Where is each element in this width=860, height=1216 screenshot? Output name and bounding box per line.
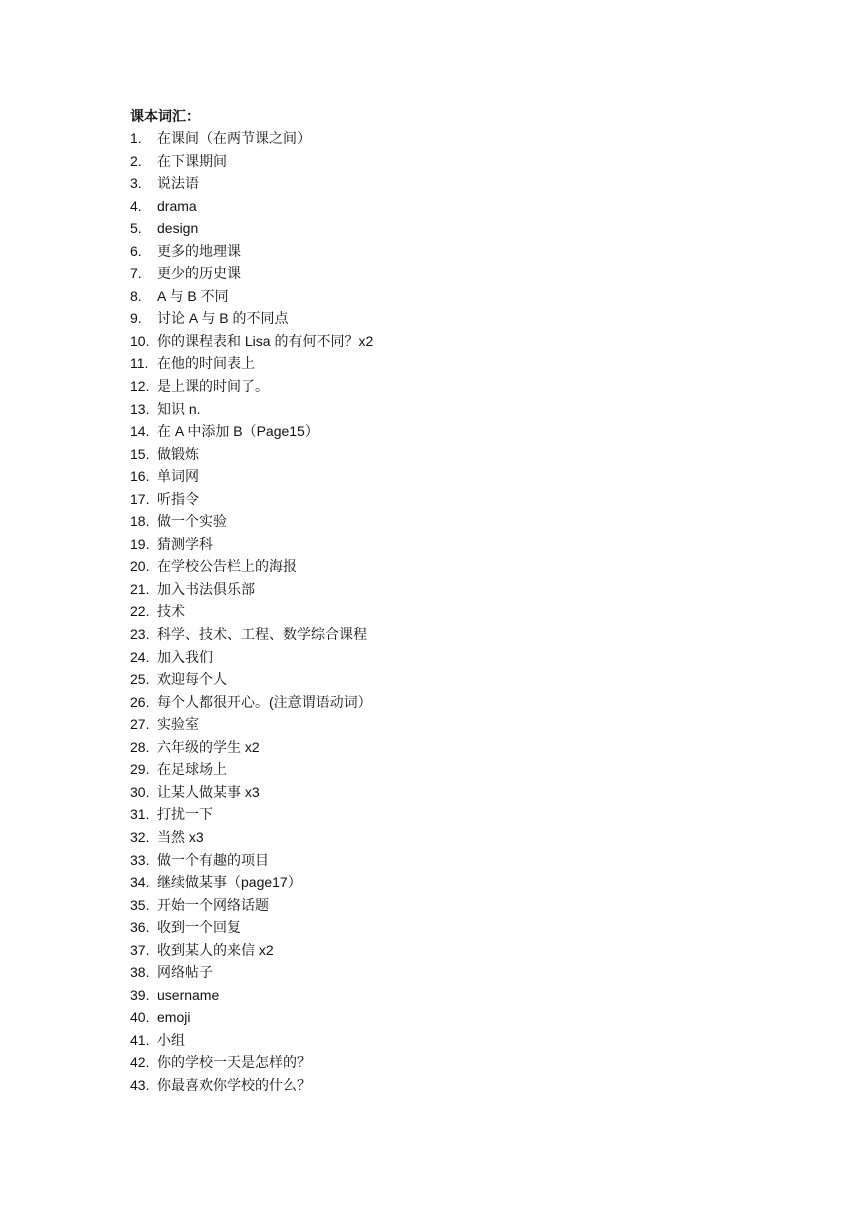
list-item [130, 240, 750, 263]
item-number: 9. [130, 310, 142, 327]
item-number: 2. [130, 152, 142, 169]
item-text: 做锻炼 [157, 445, 199, 462]
list-item [130, 961, 750, 984]
list-item [130, 285, 750, 308]
item-text: 做一个实验 [157, 513, 227, 530]
list-item [130, 781, 750, 804]
item-number: 1. [130, 130, 142, 146]
item-number: 19. [130, 535, 150, 552]
item-number: 6. [130, 242, 142, 259]
list-item [130, 1006, 750, 1029]
list-item [130, 443, 750, 466]
item-text: 知识 n. [157, 400, 201, 417]
list-item [130, 668, 750, 691]
list-item [130, 736, 750, 759]
list-item [130, 510, 750, 533]
list-item [130, 803, 750, 826]
item-number: 13. [130, 400, 150, 417]
list-item [130, 1074, 750, 1097]
list-item [130, 398, 750, 421]
item-text: 六年级的学生 x2 [157, 738, 260, 755]
item-text: 网络帖子 [157, 964, 213, 981]
item-text: 在他的时间表上 [157, 355, 255, 372]
list-item [130, 600, 750, 623]
item-text: 听指令 [157, 490, 199, 507]
list-item [130, 1051, 750, 1074]
vocabulary-section [130, 105, 750, 1097]
list-item [130, 533, 750, 556]
list-item [130, 262, 750, 285]
item-number: 35. [130, 896, 150, 913]
section-title: 课本词汇： [130, 108, 200, 124]
item-number: 22. [130, 603, 150, 620]
item-number: 23. [130, 626, 150, 643]
item-text: 欢迎每个人 [157, 671, 227, 688]
list-item [130, 217, 750, 240]
item-number: 8. [130, 287, 142, 304]
list-item [130, 375, 750, 398]
item-number: 38. [130, 964, 150, 981]
item-text: 当然 x3 [157, 828, 204, 845]
item-text: username [157, 986, 220, 1003]
item-number: 27. [130, 716, 150, 733]
list-item [130, 488, 750, 511]
vocabulary-list [130, 127, 750, 1097]
item-text: 继续做某事（page17） [157, 874, 302, 891]
item-number: 7. [130, 265, 142, 282]
item-number: 39. [130, 986, 150, 1003]
list-item [130, 713, 750, 736]
item-number: 5. [130, 220, 142, 237]
item-number: 34. [130, 874, 150, 891]
list-item [130, 352, 750, 375]
item-number: 18. [130, 513, 150, 530]
item-text: 猜测学科 [157, 535, 213, 552]
item-number: 12. [130, 378, 150, 395]
item-text: 在下课期间 [157, 152, 227, 169]
item-number: 42. [130, 1054, 150, 1071]
item-text: 讨论 A 与 B 的不同点 [157, 310, 289, 327]
list-item [130, 555, 750, 578]
item-text: 收到某人的来信 x2 [157, 941, 274, 958]
item-text: 打扰一下 [157, 806, 213, 823]
list-item [130, 578, 750, 601]
item-text: 单词网 [157, 468, 199, 485]
item-text: emoji [157, 1009, 191, 1026]
item-number: 3. [130, 175, 142, 192]
list-item [130, 307, 750, 330]
list-item [130, 984, 750, 1007]
item-text: 让某人做某事 x3 [157, 783, 260, 800]
item-number: 37. [130, 941, 150, 958]
item-text: drama [157, 197, 197, 214]
list-item [130, 150, 750, 173]
item-text: 更多的地理课 [157, 242, 241, 259]
item-text: 在 A 中添加 B（Page15） [157, 423, 319, 440]
item-text: 在学校公告栏上的海报 [157, 558, 297, 575]
item-number: 29. [130, 761, 150, 778]
item-text: 科学、技术、工程、数学综合课程 [157, 626, 367, 643]
item-number: 15. [130, 445, 150, 462]
item-number: 10. [130, 332, 150, 349]
item-text: 开始一个网络话题 [157, 896, 269, 913]
item-text: A 与 B 不同 [157, 287, 229, 304]
list-item [130, 127, 750, 150]
list-item [130, 195, 750, 218]
item-text: 在课间（在两节课之间） [157, 130, 311, 146]
item-number: 36. [130, 919, 150, 936]
item-text: 加入书法俱乐部 [157, 580, 255, 597]
list-item [130, 916, 750, 939]
list-item [130, 939, 750, 962]
item-number: 40. [130, 1009, 150, 1026]
item-text: 你的学校一天是怎样的？ [157, 1054, 311, 1071]
item-text: 说法语 [157, 175, 199, 192]
item-text: 在足球场上 [157, 761, 227, 778]
item-number: 20. [130, 558, 150, 575]
item-text: 小组 [157, 1031, 185, 1048]
item-text: 每个人都很开心。(注意谓语动词） [157, 693, 372, 710]
list-item [130, 871, 750, 894]
list-item [130, 420, 750, 443]
item-number: 25. [130, 671, 150, 688]
list-item [130, 172, 750, 195]
item-number: 11. [130, 355, 149, 372]
list-item [130, 894, 750, 917]
item-text: 你的课程表和 Lisa 的有何不同？x2 [157, 332, 374, 349]
item-text: 是上课的时间了。 [157, 378, 269, 395]
item-number: 14. [130, 423, 150, 440]
item-number: 4. [130, 197, 142, 214]
item-number: 28. [130, 738, 150, 755]
item-number: 17. [130, 490, 150, 507]
item-number: 26. [130, 693, 150, 710]
list-item [130, 330, 750, 353]
list-item [130, 646, 750, 669]
item-text: 实验室 [157, 716, 199, 733]
item-number: 24. [130, 648, 150, 665]
list-item [130, 849, 750, 872]
item-text: 更少的历史课 [157, 265, 241, 282]
list-item [130, 465, 750, 488]
item-text: 你最喜欢你学校的什么？ [157, 1076, 311, 1093]
list-item [130, 623, 750, 646]
item-text: 收到一个回复 [157, 919, 241, 936]
list-item [130, 758, 750, 781]
item-number: 32. [130, 828, 150, 845]
item-number: 31. [130, 806, 150, 823]
list-item [130, 826, 750, 849]
item-number: 41. [130, 1031, 150, 1048]
list-item [130, 1029, 750, 1052]
list-item [130, 691, 750, 714]
item-text: 做一个有趣的项目 [157, 851, 269, 868]
item-text: design [157, 220, 199, 237]
item-number: 33. [130, 851, 150, 868]
item-number: 16. [130, 468, 150, 485]
item-number: 21. [130, 580, 150, 597]
item-text: 技术 [157, 603, 185, 620]
item-number: 30. [130, 783, 150, 800]
item-text: 加入我们 [157, 648, 213, 665]
item-number: 43. [130, 1076, 150, 1093]
